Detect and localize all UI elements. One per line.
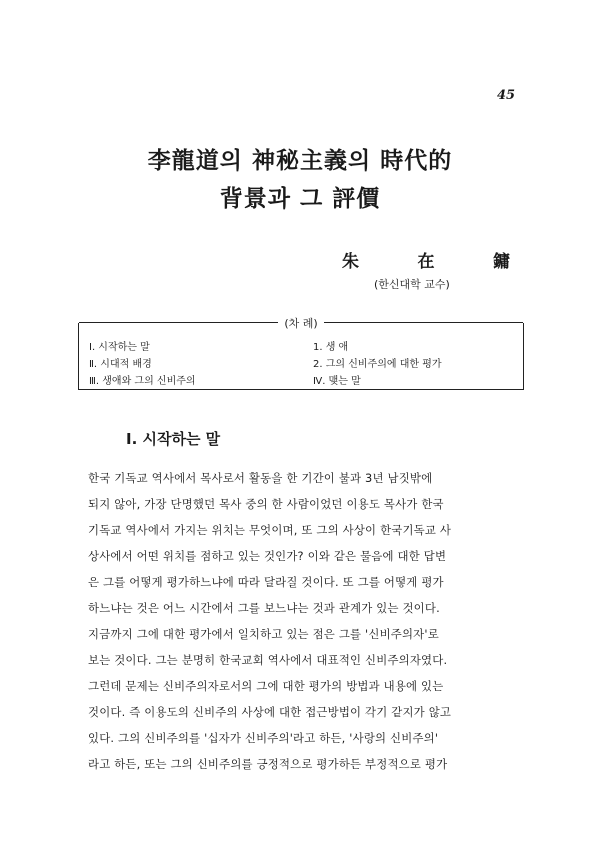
body-line: 한국 기독교 역사에서 목사로서 활동을 한 기간이 불과 3년 남짓밖에 [88,471,433,485]
body-line: 은 그를 어떻게 평가하느냐에 따라 달라질 것이다. 또 그를 어떻게 평가 [88,575,444,589]
section-heading: Ⅰ. 시작하는 말 [126,430,221,448]
body-line: 라고 하든, 또는 그의 신비주의를 긍정적으로 평가하든 부정적으로 평가 [88,757,448,771]
toc-item: Ⅳ. 맺는 말 [313,376,361,387]
body-line: 것이다. 즉 이용도의 신비주의 사상에 대한 접근방법이 각기 같지가 않고 [88,705,452,719]
toc-item: Ⅲ. 생애와 그의 신비주의 [89,376,196,387]
author-char-1: 朱 [342,252,359,272]
body-line: 있다. 그의 신비주의를 '십자가 신비주의'라고 하든, '사랑의 신비주의' [88,731,439,745]
toc-item: Ⅰ. 시작하는 말 [89,342,150,353]
author-affiliation: (한신대학 교수) [374,278,450,291]
body-line: 되지 않아, 가장 단명했던 목사 중의 한 사람이었던 이용도 목사가 한국 [88,497,444,511]
toc-item: Ⅱ. 시대적 배경 [89,359,152,370]
toc-title [79,315,523,331]
body-line: 상사에서 어떤 위치를 점하고 있는 것인가? 이와 같은 물음에 대한 답변 [88,549,447,563]
body-line: 하느냐는 것은 어느 시간에서 그를 보느냐는 것과 관계가 있는 것이다. [88,601,440,615]
body-line: 그런데 문제는 신비주의자로서의 그에 대한 평가의 방법과 내용에 있는 [88,679,444,693]
body-line: 보는 것이다. 그는 분명히 한국교회 역사에서 대표적인 신비주의자였다. [88,653,448,667]
author-name [342,247,510,272]
author-char-3: 鏞 [493,252,510,272]
page-number: 45 [497,88,516,103]
body-line: 지금까지 그에 대한 평가에서 일치하고 있는 점은 그를 '신비주의자'로 [88,627,439,641]
table-of-contents-box [78,317,524,390]
toc-item: 2. 그의 신비주의에 대한 평가 [313,359,442,370]
author-char-2: 在 [417,252,435,272]
article-title-line-1: 李龍道의 神秘主義의 時代的 [147,147,453,174]
toc-item: 1. 생 애 [313,342,349,353]
body-line: 기독교 역사에서 가지는 위치는 무엇이며, 또 그의 사상이 한국기독교 사 [88,523,452,537]
toc-title-text: (차 례) [278,317,323,330]
article-title-line-2: 背景과 그 評價 [219,185,381,212]
